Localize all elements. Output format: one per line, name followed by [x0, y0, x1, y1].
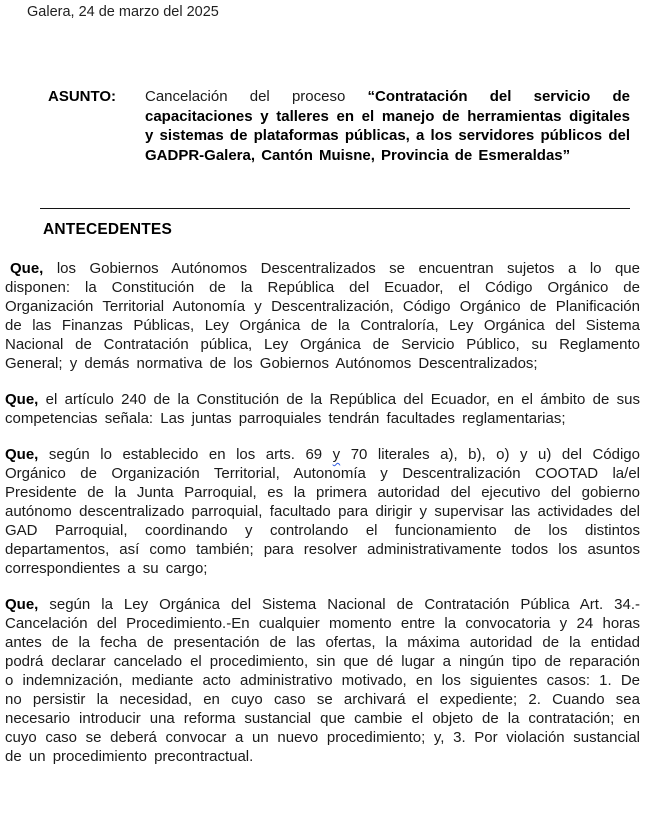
paragraph-lead: Que, — [10, 260, 44, 277]
paragraph-que-2 — [5, 390, 640, 428]
subject-text — [145, 87, 630, 165]
paragraph-lead: Que, — [5, 446, 39, 463]
grammar-flagged-word: y — [332, 446, 341, 463]
paragraph-lead: Que, — [5, 391, 39, 408]
paragraph-text: 70 literales a), b), o) y u) del Código Orgánico de Organización Territorial, Autonomía y Descentralización COOTAD la/el Presidente de la Junta Parroquial, es la primera autoridad del ejecutivo del gobierno autónomo descentralizado parroquial, facultado para dirigir y supervisar las actividades del GAD Parroquial, coordinando y controlando el funcionamiento de los distintos departamentos, así como también; para resolver administrativamente todos los asuntos correspondientes a su cargo; — [5, 446, 640, 577]
paragraph-text: el artículo 240 de la Constitución de la República del Ecuador, en el ámbito de sus competencias señala: Las juntas parroquiales tendrán facultades reglamentarias; — [5, 391, 640, 427]
antecedentes-heading: ANTECEDENTES — [43, 221, 172, 238]
subject-label: ASUNTO: — [48, 88, 117, 105]
section-divider — [40, 208, 630, 209]
paragraph-text: según lo establecido en los arts. 69 — [38, 446, 333, 463]
subject-block — [48, 87, 630, 165]
paragraph-text: según la Ley Orgánica del Sistema Nacional de Contratación Pública Art. 34.- Cancelación del Procedimiento.-En cualquier momento entre la convocatoria y 24 horas antes de la fecha de presentación de las ofertas, la máxima autoridad de la entidad podrá declarar cancelado el procedimiento, sin que dé lugar a ningún tipo de reparación o indemnización, mediante acto administrativo motivado, en los siguientes casos: 1. De no persistir la necesidad, en cuyo caso se archivará el expediente; 2. Cuando sea necesario introducir una reforma sustancial que cambie el objeto de la contratación; en cuyo caso se deberá convocar a un nuevo procedimiento; y, 3. Por violación sustancial de un procedimiento precontractual. — [5, 596, 640, 765]
subject-intro: Cancelación del proceso — [145, 88, 368, 105]
subject-quoted-title: “Contratación del servicio de capacitaciones y talleres en el manejo de herramientas digitales y sistemas de plataformas públicas, a los servidores públicos del GADPR-Galera, Cantón Muisne, Provincia de Esmeraldas” — [145, 88, 631, 164]
date-line: Galera, 24 de marzo del 2025 — [27, 4, 219, 20]
paragraph-lead: Que, — [5, 596, 39, 613]
paragraph-que-1 — [5, 259, 640, 373]
paragraph-text: los Gobiernos Autónomos Descentralizados se encuentran sujetos a lo que disponen: la Constitución de la República del Ecuador, el Código Orgánico de Organización Territorial Autonomía y Descentralización, Código Orgánico de Planificación de las Finanzas Públicas, Ley Orgánica de la Contraloría, Ley Orgánica del Sistema Nacional de Contratación pública, Ley Orgánica de Servicio Público, su Reglamento General; y demás normativa de los Gobiernos Autónomos Descentralizados; — [5, 260, 640, 372]
document-page — [0, 3, 653, 825]
paragraph-que-3 — [5, 445, 640, 578]
paragraph-que-4 — [5, 595, 640, 766]
